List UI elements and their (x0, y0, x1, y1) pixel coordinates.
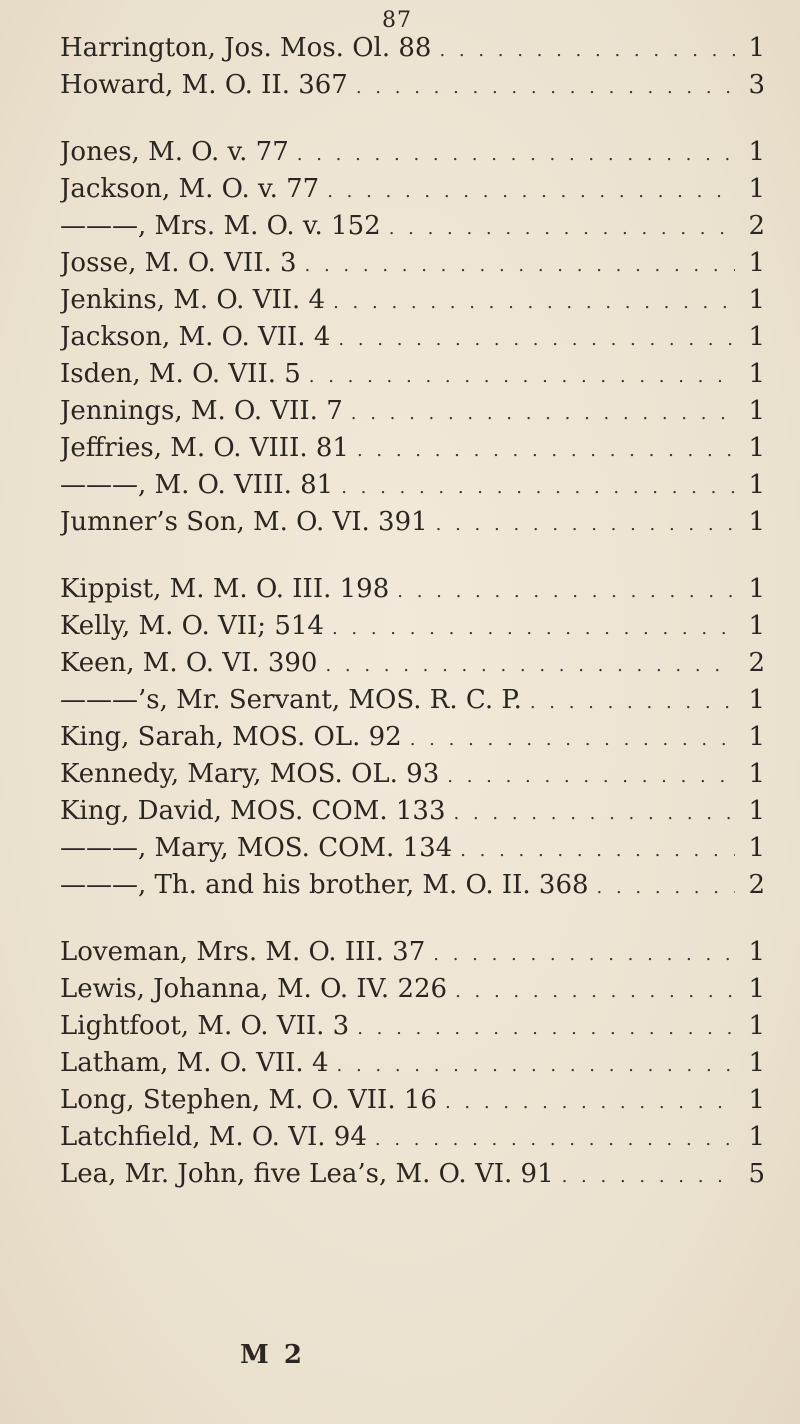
entry-label: Keen, M. O. VI. 390 (60, 648, 318, 678)
dot-leader (332, 610, 735, 645)
entry-label: Harrington, Jos. Mos. Ol. 88 (60, 33, 432, 63)
entry-count: 1 (748, 174, 765, 204)
dot-leader (338, 321, 735, 356)
dot-leader (439, 32, 735, 67)
index-entry (60, 171, 765, 208)
dot-leader (530, 684, 735, 719)
entry-count: 3 (748, 70, 765, 100)
dot-leader (454, 795, 735, 830)
entry-label: Jenkins, M. O. VII. 4 (60, 285, 326, 315)
dot-leader (460, 832, 735, 867)
signature-mark: M 2 (240, 1340, 305, 1370)
index-entry (60, 867, 765, 904)
dot-leader (410, 721, 735, 756)
entry-count: 1 (748, 248, 765, 278)
index-entry (60, 1156, 765, 1193)
entry-group-h (60, 30, 765, 104)
dot-leader (356, 69, 735, 104)
entry-count: 1 (748, 1011, 765, 1041)
index-entry (60, 971, 765, 1008)
entry-count: 1 (748, 611, 765, 641)
dot-leader (333, 284, 735, 319)
entry-label: King, Sarah, MOS. OL. 92 (60, 722, 402, 752)
entry-count: 2 (748, 211, 765, 241)
dot-leader (341, 469, 735, 504)
entry-label: Kippist, M. M. O. III. 198 (60, 574, 390, 604)
entry-count: 1 (748, 796, 765, 826)
entry-count: 1 (748, 574, 765, 604)
index-entry (60, 504, 765, 541)
entry-label: ———, Mrs. M. O. v. 152 (60, 211, 381, 241)
dot-leader (436, 506, 735, 541)
dot-leader (327, 173, 735, 208)
entry-group-l (60, 934, 765, 1193)
index-entry (60, 645, 765, 682)
dot-leader (357, 1010, 735, 1045)
entry-label: Lea, Mr. John, five Lea’s, M. O. VI. 91 (60, 1159, 554, 1189)
index-entry (60, 430, 765, 467)
entry-group-j (60, 134, 765, 541)
page-number: 87 (382, 8, 412, 33)
dot-leader (325, 647, 735, 682)
index-entry (60, 282, 765, 319)
index-entry (60, 719, 765, 756)
entry-label: Jackson, M. O. VII. 4 (60, 322, 331, 352)
index-entry (60, 356, 765, 393)
index-entry (60, 830, 765, 867)
entry-label: Howard, M. O. II. 367 (60, 70, 348, 100)
entry-count: 1 (748, 1085, 765, 1115)
entry-count: 5 (748, 1159, 765, 1189)
index-entry (60, 393, 765, 430)
entry-label: ———, Th. and his brother, M. O. II. 368 (60, 870, 589, 900)
entry-count: 1 (748, 1048, 765, 1078)
dot-leader (305, 247, 735, 282)
entry-label: King, David, MOS. COM. 133 (60, 796, 446, 826)
entry-count: 1 (748, 759, 765, 789)
dot-leader (397, 573, 735, 608)
index-entry (60, 30, 765, 67)
dot-leader (357, 432, 735, 467)
entry-label: ———, Mary, MOS. COM. 134 (60, 833, 453, 863)
entry-count: 1 (748, 1122, 765, 1152)
entry-count: 1 (748, 322, 765, 352)
dot-leader (447, 758, 735, 793)
entry-label: Long, Stephen, M. O. VII. 16 (60, 1085, 437, 1115)
entry-label: ———’s, Mr. Servant, MOS. R. C. P. (60, 685, 522, 715)
entry-count: 1 (748, 937, 765, 967)
entry-label: Jumner’s Son, M. O. VI. 391 (60, 507, 428, 537)
entry-label: Lewis, Johanna, M. O. IV. 226 (60, 974, 448, 1004)
index-entry (60, 756, 765, 793)
entry-count: 1 (748, 722, 765, 752)
entry-count: 1 (748, 974, 765, 1004)
entry-label: Jennings, M. O. VII. 7 (60, 396, 343, 426)
index-entry (60, 1119, 765, 1156)
index-entry (60, 134, 765, 171)
dot-leader (445, 1084, 735, 1119)
entry-group-k (60, 571, 765, 904)
entry-label: Latham, M. O. VII. 4 (60, 1048, 329, 1078)
entry-label: Lightfoot, M. O. VII. 3 (60, 1011, 350, 1041)
entry-label: Jeffries, M. O. VIII. 81 (60, 433, 349, 463)
index-entry (60, 67, 765, 104)
index-entries (60, 30, 765, 1223)
dot-leader (297, 136, 735, 171)
index-entry (60, 1008, 765, 1045)
entry-count: 1 (748, 685, 765, 715)
entry-count: 1 (748, 433, 765, 463)
entry-label: Kelly, M. O. VII; 514 (60, 611, 324, 641)
entry-label: Latchfield, M. O. VI. 94 (60, 1122, 367, 1152)
entry-label: Josse, M. O. VII. 3 (60, 248, 297, 278)
entry-label: Kennedy, Mary, MOS. OL. 93 (60, 759, 440, 789)
dot-leader (562, 1158, 735, 1193)
index-entry (60, 934, 765, 971)
index-entry (60, 208, 765, 245)
entry-label: Jones, M. O. v. 77 (60, 137, 289, 167)
entry-count: 1 (748, 507, 765, 537)
entry-count: 1 (748, 833, 765, 863)
entry-label: ———, M. O. VIII. 81 (60, 470, 334, 500)
dot-leader (337, 1047, 735, 1082)
index-entry (60, 571, 765, 608)
index-entry (60, 682, 765, 719)
entry-count: 2 (748, 870, 765, 900)
index-entry (60, 608, 765, 645)
entry-count: 1 (748, 33, 765, 63)
entry-label: Loveman, Mrs. M. O. III. 37 (60, 937, 426, 967)
index-entry (60, 319, 765, 356)
index-entry (60, 467, 765, 504)
dot-leader (309, 358, 735, 393)
index-entry (60, 793, 765, 830)
entry-count: 1 (748, 396, 765, 426)
entry-label: Jackson, M. O. v. 77 (60, 174, 320, 204)
dot-leader (433, 936, 735, 971)
entry-count: 1 (748, 137, 765, 167)
dot-leader (375, 1121, 735, 1156)
entry-count: 1 (748, 359, 765, 389)
entry-count: 2 (748, 648, 765, 678)
dot-leader (351, 395, 735, 430)
entry-count: 1 (748, 285, 765, 315)
entry-label: Isden, M. O. VII. 5 (60, 359, 301, 389)
entry-count: 1 (748, 470, 765, 500)
index-entry (60, 245, 765, 282)
index-entry (60, 1082, 765, 1119)
index-entry (60, 1045, 765, 1082)
dot-leader (455, 973, 735, 1008)
dot-leader (389, 210, 735, 245)
dot-leader (597, 869, 735, 904)
